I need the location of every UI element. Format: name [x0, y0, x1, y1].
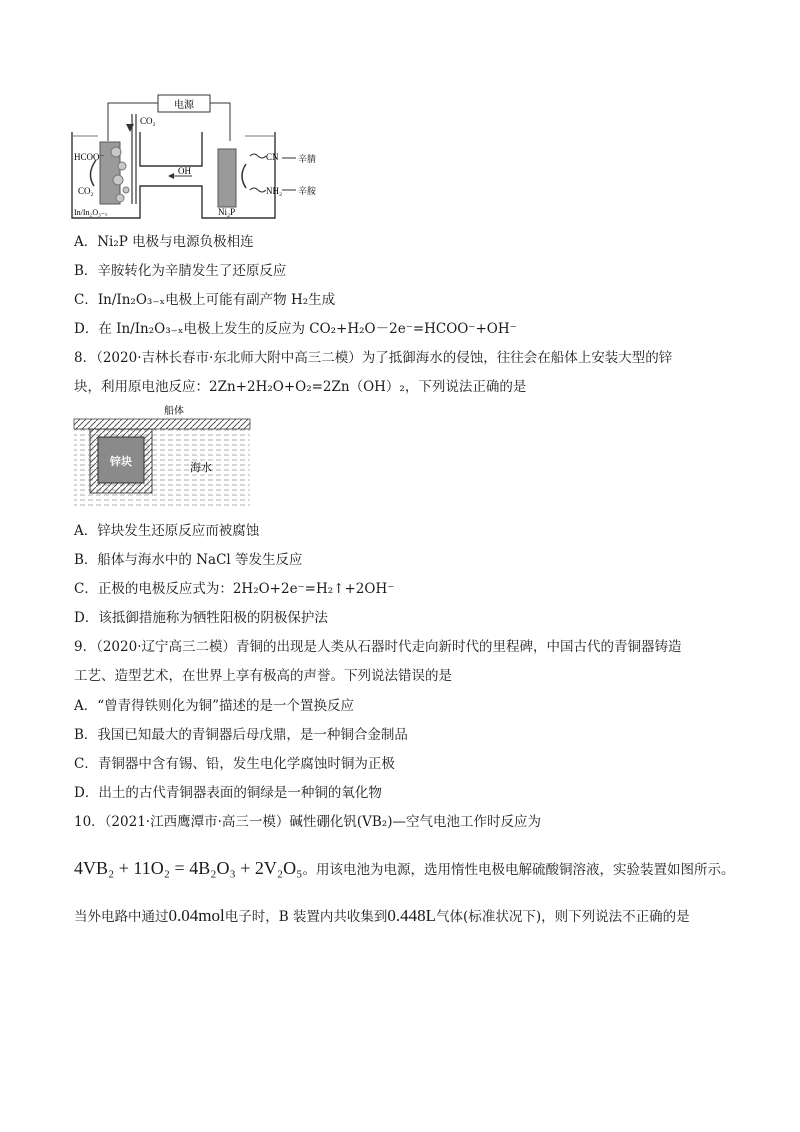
q7-option-a: A．Ni₂P 电极与电源负极相连: [74, 234, 254, 250]
q10-stem-line-1: 10．（2021·江西鹰潭市·高三一模）碱性硼化钒(VB₂)—空气电池工作时反应为: [74, 814, 541, 830]
electrolysis-cell-diagram: [70, 94, 320, 222]
cathode-label: In/In₂O₃₋ₓ: [74, 208, 108, 217]
q9-option-d: D．出土的古代青铜器表面的铜绿是一种铜的氧化物: [74, 785, 382, 801]
q8-option-b: B．船体与海水中的 NaCl 等发生反应: [74, 552, 303, 568]
q9-stem-line-2: 工艺、造型艺术，在世界上享有极高的声誉。下列说法错误的是: [74, 668, 452, 684]
nitrile-group-label: CN: [266, 152, 279, 162]
q8-stem-line-2: 块，利用原电池反应：2Zn+2H₂O+O₂=2Zn（OH）₂，下列说法正确的是: [74, 379, 527, 395]
formate-label: HCOO⁻: [74, 152, 105, 162]
co2-inlet-label: CO₂: [140, 116, 156, 126]
q7-option-b: B．辛胺转化为辛腈发生了还原反应: [74, 263, 287, 279]
q8-option-c: C．正极的电极反应式为：2H₂O+2e⁻=H₂↑+2OH⁻: [74, 581, 395, 597]
octylamine-label: 辛胺: [298, 186, 317, 196]
amine-group-label: NH₂: [266, 186, 283, 196]
ship-hull-diagram: [72, 403, 252, 509]
q8-option-d: D．该抵御措施称为牺牲阳极的阴极保护法: [74, 610, 328, 626]
octanenitrile-label: 辛腈: [298, 154, 317, 164]
q10-reaction-equation: 4VB₂ + 11O₂ = 4B₂O₃ + 2V₂O₅: [74, 858, 303, 878]
q9-option-a: A．“曾青得铁则化为铜”描述的是一个置换反应: [74, 698, 355, 714]
anode-label: Ni₂P: [218, 207, 236, 217]
power-source-label: 电源: [174, 100, 194, 111]
q8-option-a: A．锌块发生还原反应而被腐蚀: [74, 523, 260, 539]
co2-label: CO₂: [78, 186, 94, 196]
q8-stem-line-1: 8．（2020·吉林长春市·东北师大附中高三二模）为了抵御海水的侵蚀，往往会在船体上安装大型的锌: [74, 350, 673, 366]
zinc-block-label: 锌块: [110, 456, 132, 468]
hull-label: 船体: [164, 406, 184, 417]
q10-stem-line-3: 当外电路中通过0.04mol电子时，B 装置内共收集到0.448L气体(标准状况下)，则下列说法不正确的是: [74, 906, 690, 925]
q9-stem-line-1: 9．（2020·辽宁高三二模）青铜的出现是人类从石器时代走向新时代的里程碑，中国古代的青铜器铸造: [74, 639, 682, 655]
hydroxide-label: OH: [178, 166, 191, 176]
q9-option-c: C．青铜器中含有锡、铅，发生电化学腐蚀时铜为正极: [74, 756, 395, 772]
q9-option-b: B．我国已知最大的青铜器后母戊鼎，是一种铜合金制品: [74, 727, 408, 743]
seawater-label: 海水: [190, 462, 212, 474]
q10-stem-line-2: 4VB₂ + 11O₂ = 4B₂O₃ + 2V₂O₅。用该电池为电源，选用惰性电极电解硫酸铜溶液，实验装置如图所示。: [74, 858, 735, 878]
q7-option-c: C．In/In₂O₃₋ₓ电极上可能有副产物 H₂生成: [74, 292, 336, 308]
gas-volume: 0.448L: [387, 906, 437, 925]
electron-quantity: 0.04mol: [168, 906, 225, 925]
q7-option-d: D．在 In/In₂O₃₋ₓ电极上发生的反应为 CO₂+H₂O－2e⁻=HCOO⁻+OH⁻: [74, 321, 517, 337]
